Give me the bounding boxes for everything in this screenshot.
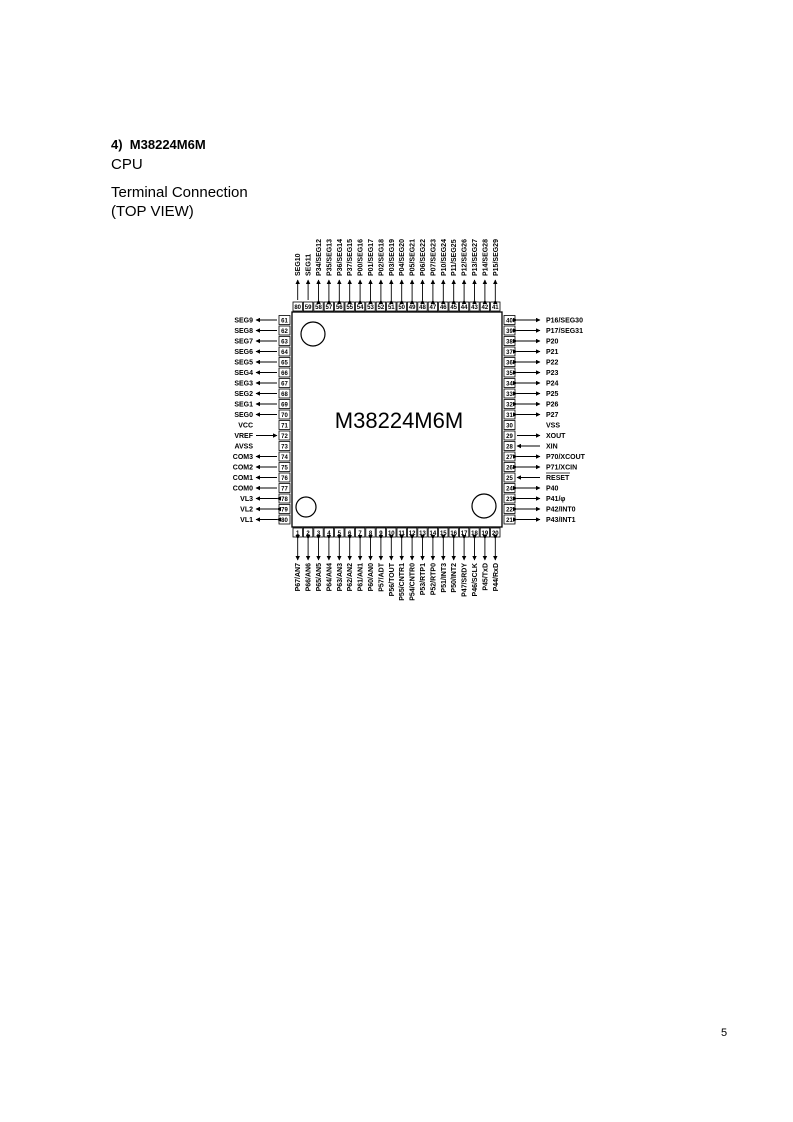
pin-label: SEG2: [234, 391, 253, 398]
pin-bottom: [366, 528, 375, 591]
pin-number: 18: [471, 531, 478, 537]
pin-right: [504, 505, 576, 514]
pin-label: P45/TxD: [482, 563, 490, 591]
pin-bottom: [303, 528, 312, 591]
pin-label: P67/AN7: [295, 563, 303, 592]
pin-label: P63/AN3: [336, 563, 344, 592]
pin-left: [233, 484, 290, 493]
pin-number: 49: [408, 305, 416, 311]
pin-label: P11/SEG25: [451, 239, 459, 276]
pin-top: [418, 239, 427, 311]
pin-label: P47/SRDY: [461, 563, 469, 597]
pin-bottom: [314, 528, 323, 591]
pin-label: P61/AN1: [357, 563, 365, 592]
pin-label: XOUT: [546, 433, 566, 440]
pin-label: P24: [546, 380, 559, 388]
pin-label: P66/AN6: [305, 563, 313, 592]
pin-label: SEG1: [234, 401, 253, 409]
pin-number: 17: [460, 531, 468, 537]
pin-label: P27: [546, 412, 559, 419]
pin-number: 51: [387, 305, 395, 311]
pin-label: VL1: [240, 517, 253, 524]
pin-label: COM2: [232, 464, 253, 472]
pin-number: 69: [281, 402, 288, 409]
pin-bottom: [407, 528, 416, 601]
pin-left: [233, 463, 290, 472]
pin-number: 26: [506, 465, 513, 472]
pin-label: P14/SEG28: [482, 239, 490, 276]
pin-number: 22: [506, 507, 513, 514]
pin-bottom: [335, 528, 344, 591]
pin-number: 45: [450, 305, 458, 311]
pin-top: [376, 239, 385, 311]
pin-number: 35: [506, 371, 513, 377]
pin-bottom: [439, 528, 448, 593]
pin-bottom: [428, 528, 437, 595]
pin-bottom: [293, 528, 302, 591]
pin-label: P17/SEG31: [546, 328, 583, 335]
pin-number: 29: [506, 434, 513, 440]
top-view-label: (TOP VIEW): [111, 203, 194, 220]
pin-number: 72: [281, 434, 288, 440]
pin-right: [504, 347, 559, 356]
pin-bottom: [355, 528, 364, 591]
pin-label: P41/φ: [546, 496, 566, 503]
pin-number: 56: [335, 305, 343, 311]
pin-left: [234, 379, 290, 388]
pin-left: [234, 431, 290, 440]
pin-number: 3: [316, 531, 321, 537]
pin-left: [234, 326, 290, 335]
pin-label: COM1: [232, 475, 253, 482]
pin-number: 6: [348, 531, 352, 537]
pin-top: [491, 239, 500, 311]
pin-number: 36: [506, 360, 513, 367]
pin-number: 67: [281, 381, 288, 388]
pin-top: [303, 254, 312, 311]
pin-label: P52/RTP0: [430, 563, 438, 596]
pin-label: VL3: [240, 496, 253, 503]
pin-label: P03/SEG19: [388, 239, 396, 276]
pin-number: 9: [379, 531, 383, 537]
pin-number: 32: [506, 402, 513, 409]
pin-number: 34: [506, 381, 513, 388]
pin-right: [504, 463, 577, 472]
pin-number: 62: [281, 329, 288, 335]
pin-label: P00/SEG16: [357, 239, 365, 276]
page-number: 5: [721, 1027, 728, 1039]
pin-number: 78: [281, 497, 288, 503]
pin-left: [234, 347, 290, 356]
pin-label: P15/SEG29: [492, 239, 500, 276]
pin-number: 42: [481, 305, 489, 311]
pin-label: P13/SEG27: [472, 239, 479, 276]
pin-right: [504, 494, 565, 503]
pin-number: 13: [419, 531, 426, 537]
pin-number: 39: [506, 329, 513, 335]
pin-number: 61: [281, 318, 288, 325]
pin-label: P25: [546, 391, 559, 398]
pin-bottom: [376, 528, 385, 592]
pin-label: SEG7: [234, 338, 253, 346]
pin-right: [504, 337, 559, 346]
pin-bottom: [449, 528, 458, 593]
pin-label: SEG9: [234, 317, 253, 325]
pin-top: [480, 239, 489, 311]
pin-top: [397, 239, 406, 311]
pin-number: 14: [429, 531, 437, 537]
pin-number: 19: [481, 531, 489, 537]
pin-label: P40: [546, 485, 559, 493]
pin-label: SEG6: [234, 349, 253, 356]
pin-number: 74: [281, 455, 288, 461]
pin-label: P50/INT2: [451, 563, 459, 593]
pin-number: 16: [450, 531, 458, 537]
pin-number: 46: [439, 305, 447, 311]
pin-label: P60/AN0: [368, 563, 375, 592]
pin-right: [504, 473, 570, 482]
pin-number: 33: [506, 392, 513, 398]
pin-bottom: [480, 528, 489, 591]
pin-number: 57: [325, 305, 333, 311]
pin-number: 80: [281, 518, 288, 524]
pin-number: 50: [398, 305, 406, 311]
pin-top: [345, 239, 354, 311]
pin-left: [234, 442, 290, 451]
pin-label: SEG3: [234, 380, 253, 388]
pin-number: 31: [506, 413, 513, 419]
pin-number: 28: [506, 444, 513, 451]
pin-number: 38: [506, 339, 513, 346]
pin-label: P56/TOUT: [388, 563, 396, 597]
pin-label: AVSS: [234, 443, 253, 451]
pin-right: [504, 400, 559, 409]
pin-label: VREF: [234, 433, 253, 440]
pin-label: RESET: [546, 475, 570, 482]
pin-label: P54/CNTR0: [409, 563, 417, 601]
pin-top: [439, 239, 448, 311]
pin-bottom: [418, 528, 427, 595]
pin-right: [504, 452, 586, 461]
pin-label: SEG5: [234, 359, 253, 367]
pin-top: [355, 239, 364, 311]
pin-label: P57/ADT: [378, 563, 386, 592]
pin-right: [504, 379, 559, 388]
pin-number: 12: [408, 531, 416, 537]
pin-label: SEG0: [234, 412, 253, 419]
pin-label: P62/AN2: [347, 563, 355, 592]
pin-top: [449, 239, 458, 311]
pin-label: P43/INT1: [546, 517, 576, 524]
pin-number: 2: [306, 531, 310, 537]
pin-top: [428, 239, 437, 311]
pin-number: 66: [281, 371, 288, 377]
pin-left: [233, 452, 290, 461]
pin-number: 27: [506, 455, 513, 461]
section-number: 4): [111, 137, 123, 152]
terminal-connection-title: Terminal Connection: [111, 184, 248, 201]
pin-top: [387, 239, 396, 311]
pin-label: P21: [546, 349, 559, 356]
pin-number: 10: [387, 531, 395, 537]
pin-right: [504, 316, 583, 325]
pin-label: SEG8: [234, 328, 253, 335]
pin-number: 20: [491, 531, 499, 537]
pin-label: VL2: [240, 506, 253, 514]
pin-number: 80: [294, 305, 302, 311]
pin-bottom: [324, 528, 333, 591]
pin-right: [504, 410, 559, 419]
pin-number: 47: [429, 305, 437, 311]
pin-number: 73: [281, 444, 288, 451]
pin-label: XIN: [546, 443, 558, 451]
pin-right: [504, 389, 559, 398]
model-name: M38224M6M: [129, 137, 206, 152]
pin-right: [504, 515, 576, 524]
pin-number: 24: [506, 486, 513, 493]
pin-right: [504, 421, 560, 430]
pin-number: 4: [327, 531, 331, 537]
pin-number: 79: [281, 507, 288, 514]
pin-left: [234, 316, 290, 325]
pin-bottom: [387, 528, 396, 596]
pin-label: P42/INT0: [546, 506, 576, 514]
pin-label: P23: [546, 370, 559, 377]
pin-number: 43: [471, 305, 478, 311]
pin-label: P34/SEG12: [316, 239, 323, 276]
pin-number: 63: [281, 339, 288, 346]
pin-label: SEG4: [234, 370, 253, 377]
pin-number: 75: [281, 465, 288, 472]
pin-label: VCC: [238, 422, 253, 430]
pin-label: SEG10: [295, 253, 303, 276]
pin-label: P06/SEG22: [420, 239, 427, 276]
pin-number: 77: [281, 486, 288, 493]
pin-number: 48: [419, 305, 426, 311]
pin-label: P05/SEG21: [409, 239, 417, 276]
pin-label: P53/RTP1: [420, 563, 427, 596]
pin-label: P44/RxD: [492, 563, 500, 592]
pin-right: [504, 358, 559, 367]
pin-label: P16/SEG30: [546, 317, 583, 325]
pin-label: P20: [546, 338, 559, 346]
pin-label: COM0: [232, 485, 253, 493]
pin-right: [504, 442, 558, 451]
pin-number: 65: [281, 360, 288, 367]
pin-label: P55/CNTR1: [399, 563, 407, 601]
pin-number: 15: [439, 531, 447, 537]
pin-bottom: [459, 528, 468, 597]
pin-left: [238, 421, 290, 430]
pin-bottom: [345, 528, 354, 591]
pin-number: 40: [506, 318, 513, 325]
pin-label: P10/SEG24: [440, 239, 448, 276]
pin-label: P37/SEG15: [347, 239, 355, 276]
pin-top: [459, 239, 468, 311]
pin-top: [470, 239, 479, 311]
pin-top: [324, 239, 333, 311]
pin-bottom: [397, 528, 406, 601]
pin-number: 70: [281, 413, 288, 419]
pin-left: [240, 494, 290, 503]
pin-label: P01/SEG17: [368, 239, 375, 276]
pin-number: 21: [506, 518, 513, 524]
pin-left: [234, 358, 290, 367]
pin-right: [504, 484, 559, 493]
pin-label: P71/XCIN: [546, 464, 578, 472]
pin-number: 59: [304, 305, 312, 311]
pin-number: 41: [491, 305, 499, 311]
pin-label: P70/XCOUT: [546, 454, 585, 461]
pin-label: P22: [546, 359, 559, 367]
pin-top: [293, 253, 302, 311]
pin-label: P07/SEG23: [430, 239, 438, 276]
pin-number: 44: [460, 305, 468, 311]
pin-left: [234, 368, 290, 377]
pin-right: [504, 431, 566, 440]
pin-number: 25: [506, 476, 513, 482]
pin-left: [234, 400, 290, 409]
pin-label: P65/AN5: [316, 563, 323, 592]
pin-number: 11: [398, 531, 405, 537]
pin-top: [407, 239, 416, 311]
pin-number: 30: [506, 423, 513, 430]
pin-label: P51/INT3: [440, 563, 448, 593]
pin-number: 37: [506, 350, 513, 356]
pin-left: [240, 505, 290, 514]
pin-number: 54: [356, 305, 364, 311]
pin-left: [234, 389, 290, 398]
pin-label: VSS: [546, 422, 561, 430]
pin-number: 76: [281, 476, 288, 482]
pin-top: [335, 239, 344, 311]
pin-number: 52: [377, 305, 385, 311]
pin-number: 5: [337, 531, 341, 537]
pin-left: [240, 515, 290, 524]
pin-number: 55: [346, 305, 354, 311]
pin-left: [233, 473, 290, 482]
pin-number: 7: [358, 531, 362, 537]
pin-number: 68: [281, 392, 288, 398]
pin-left: [234, 337, 290, 346]
pin-label: COM3: [232, 454, 253, 461]
pin-number: 23: [506, 497, 513, 503]
pin-number: 58: [315, 305, 322, 311]
pin-number: 53: [367, 305, 374, 311]
pin-top: [366, 239, 375, 311]
chip-name: M38224M6M: [334, 408, 464, 433]
pin-label: P36/SEG14: [336, 239, 344, 276]
pin-right: [504, 326, 583, 335]
cpu-label: CPU: [111, 156, 143, 173]
pin-left: [234, 410, 290, 419]
pin-right: [504, 368, 559, 377]
pin-number: 71: [281, 423, 288, 430]
pin-label: P12/SEG26: [461, 239, 469, 276]
pin-label: SEG11: [305, 253, 313, 276]
pin-label: P64/AN4: [326, 563, 334, 592]
pin-label: P04/SEG20: [399, 239, 407, 276]
pin-label: P35/SEG13: [326, 239, 334, 276]
pin-label: P46/SCLK: [472, 563, 479, 597]
pin-number: 8: [368, 531, 373, 537]
pin-top: [314, 239, 323, 311]
pin-label: P26: [546, 401, 559, 409]
pin-bottom: [491, 528, 500, 591]
pin-label: P02/SEG18: [378, 239, 386, 276]
pin-number: 64: [281, 350, 288, 356]
pin-bottom: [470, 528, 479, 596]
pin-number: 1: [296, 531, 300, 537]
